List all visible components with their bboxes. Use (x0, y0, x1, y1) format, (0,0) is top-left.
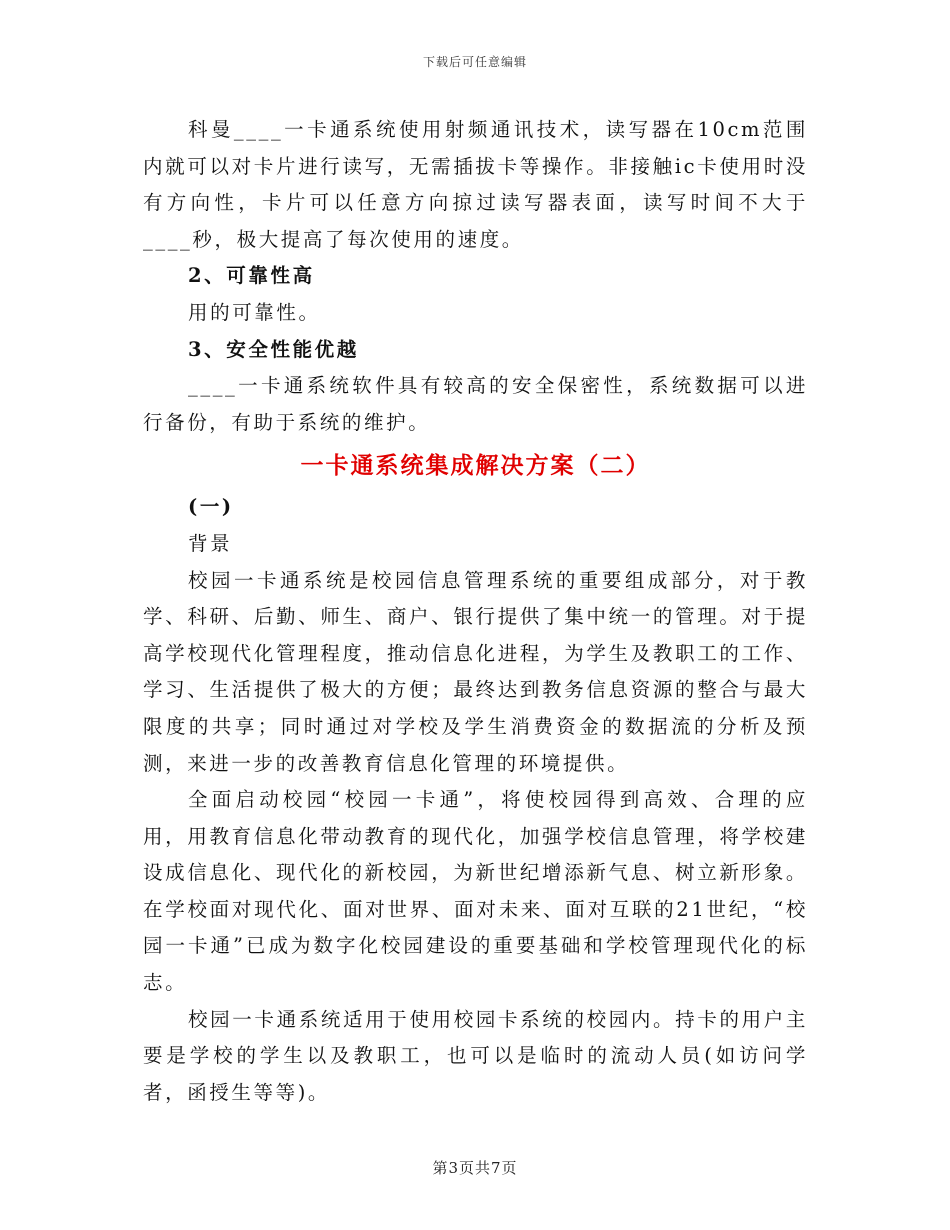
paragraph-reliability: 用的可靠性。 (188, 300, 321, 324)
paragraph-background-3: 校园一卡通系统适用于使用校园卡系统的校园内。持卡的用户主要是学校的学生以及教职工，也可以是临时的流动人员(如访问学者，函授生等等)。 (143, 1007, 808, 1104)
paragraph-security: ____一卡通系统软件具有较高的安全保密性，系统数据可以进行备份，有助于系统的维护。 (143, 374, 808, 434)
paragraph-background-1: 校园一卡通系统是校园信息管理系统的重要组成部分，对于教学、科研、后勤、师生、商户、银行提供了集中统一的管理。对于提高学校现代化管理程度，推动信息化进程，为学生及教职工的工作、学习、生活提供了极大的方便；最终达到教务信息资源的整合与最大限度的共享；同时通过对学校及学生消费资金的数据流的分析及预测，来进一步的改善教育信息化管理的环境提供。 (143, 568, 808, 775)
page-header: 下载后可任意编辑 (422, 55, 527, 69)
page-footer: 第3页共7页 (432, 1159, 518, 1177)
subheading-one: (一) (188, 495, 234, 519)
paragraph-background-2: 全面启动校园“校园一卡通”，将使校园得到高效、合理的应用，用教育信息化带动教育的现代化，加强学校信息管理，将学校建设成信息化、现代化的新校园，为新世纪增添新气息、树立新形象。在学校面对现代化、面对世界、面对未来、面对互联的21世纪，“校园一卡通”已成为数字化校园建设的重要基础和学校管理现代化的标志。 (143, 788, 808, 995)
section-title: 一卡通系统集成解决方案（二） (300, 452, 651, 480)
document-body (143, 112, 808, 1111)
paragraph-speed: 科曼____一卡通系统使用射频通讯技术，读写器在10cm范围内就可以对卡片进行读写，无需插拔卡等操作。非接触ic卡使用时没有方向性，卡片可以任意方向掠过读写器表面，读写时间不大于____秒，极大提高了每次使用的速度。 (143, 118, 808, 251)
heading-reliability: 2、可靠性高 (188, 264, 315, 288)
heading-security: 3、安全性能优越 (188, 337, 359, 361)
label-background: 背景 (188, 531, 233, 555)
